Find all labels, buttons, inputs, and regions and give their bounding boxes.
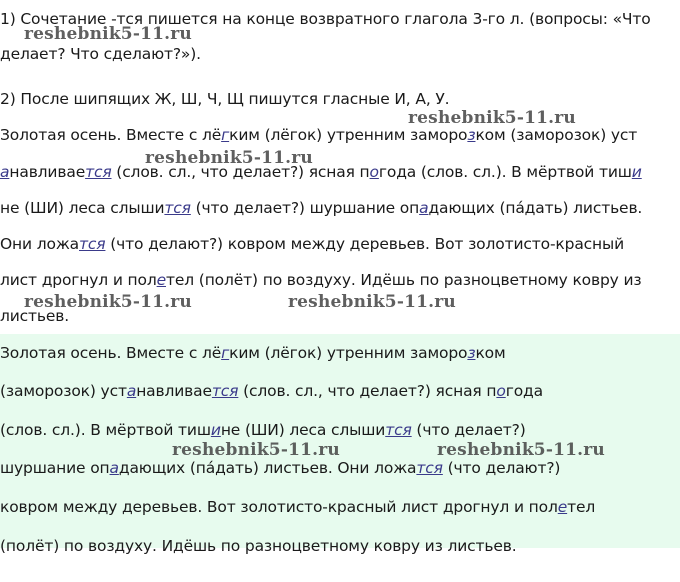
text-fragment: шуршание оп bbox=[0, 459, 110, 477]
orthogram: е bbox=[557, 498, 568, 516]
text-fragment: (что делает?) bbox=[411, 421, 526, 439]
text-fragment: ким (лёгок) утренним заморо bbox=[229, 344, 468, 362]
rule-1-line-1: 1) Сочетание -тся пишется на конце возвратного глагола 3-го л. (вопросы: «Что bbox=[0, 10, 651, 28]
text2-line-4 bbox=[0, 458, 560, 478]
orthogram: тся bbox=[211, 382, 239, 400]
text-fragment: а bbox=[69, 235, 79, 253]
text-fragment: (заморозок) уст bbox=[0, 382, 127, 400]
text-fragment: Золотая осень. Вместе с лё bbox=[0, 344, 222, 362]
orthogram: о bbox=[369, 163, 379, 181]
text2-line-3 bbox=[0, 420, 526, 440]
text-fragment: дающих (пáдать) листьев. Они лож bbox=[118, 459, 408, 477]
text-fragment: а bbox=[407, 459, 417, 477]
orthogram: а bbox=[126, 382, 137, 400]
orthogram: тся bbox=[385, 421, 412, 439]
orthogram: з bbox=[467, 126, 476, 144]
text-fragment: (что делают?) bbox=[442, 459, 561, 477]
text-fragment: Они лож bbox=[0, 235, 70, 253]
text-fragment: ком (заморозок) уст bbox=[475, 126, 638, 144]
text-fragment: ким (лёгок) утренним заморо bbox=[229, 126, 468, 144]
orthogram: г bbox=[221, 344, 230, 362]
text-fragment: года (слов. сл.). В мёртвой тиш bbox=[378, 163, 632, 181]
watermark: reshebnik5-11.ru bbox=[172, 440, 340, 460]
watermark: reshebnik5-11.ru bbox=[145, 148, 313, 168]
text1-line-6: листьев. bbox=[0, 307, 70, 325]
text-fragment: Золотая осень. Вместе с лё bbox=[0, 126, 222, 144]
text1-line-3 bbox=[0, 198, 642, 218]
text1-line-4 bbox=[0, 234, 624, 254]
orthogram: а bbox=[0, 163, 10, 181]
orthogram: е bbox=[156, 271, 166, 289]
orthogram: з bbox=[467, 344, 476, 362]
text2-line-1 bbox=[0, 343, 506, 363]
text-fragment: (что делает?) шуршание оп bbox=[190, 199, 420, 217]
text2-line-6: (полёт) по воздуху. Идёшь по разноцветному ковру из листьев. bbox=[0, 537, 517, 555]
text2-line-5 bbox=[0, 497, 595, 517]
text-fragment: тел (полёт) по воздуху. Идёшь по разноцветному ковру из bbox=[166, 271, 642, 289]
text-fragment: (слов. сл.). В мёртвой тиш bbox=[0, 421, 211, 439]
orthogram: тся bbox=[85, 163, 112, 181]
rule-2: 2) После шипящих Ж, Ш, Ч, Щ пишутся гласные И, А, У. bbox=[0, 90, 450, 108]
text1-line-2 bbox=[0, 162, 642, 182]
text-fragment: не (ШИ) леса слыши bbox=[220, 421, 386, 439]
orthogram: и bbox=[210, 421, 221, 439]
text-fragment: не (ШИ) леса слыши bbox=[0, 199, 165, 217]
text-fragment: лист дрогнул и пол bbox=[0, 271, 157, 289]
text-fragment: ковром между деревьев. Вот золотисто-красный лист дрогнул и пол bbox=[0, 498, 558, 516]
watermark: reshebnik5-11.ru bbox=[288, 292, 456, 312]
text-fragment: (слов. сл., что делает?) ясная п bbox=[111, 163, 370, 181]
text2-line-2 bbox=[0, 381, 543, 401]
text-fragment: тел bbox=[567, 498, 596, 516]
text-fragment: (что делают?) ковром между деревьев. Вот золотисто-красный bbox=[105, 235, 625, 253]
text-fragment: ком bbox=[475, 344, 506, 362]
watermark: reshebnik5-11.ru bbox=[24, 24, 192, 44]
watermark: reshebnik5-11.ru bbox=[437, 440, 605, 460]
text-fragment: навливае bbox=[136, 382, 212, 400]
text-fragment: года bbox=[505, 382, 543, 400]
text-fragment: навливае bbox=[9, 163, 86, 181]
orthogram: тся bbox=[79, 235, 106, 253]
rule-1-line-2: делает? Что сделают?»). bbox=[0, 45, 201, 63]
text-fragment: (слов. сл., что делает?) ясная п bbox=[238, 382, 497, 400]
orthogram: о bbox=[496, 382, 506, 400]
orthogram: а bbox=[419, 199, 429, 217]
text-fragment: дающих (пáдать) листьев. bbox=[428, 199, 643, 217]
orthogram: и bbox=[631, 163, 642, 181]
orthogram: г bbox=[221, 126, 230, 144]
orthogram: а bbox=[109, 459, 119, 477]
text1-line-5 bbox=[0, 270, 641, 290]
orthogram: тся bbox=[416, 459, 443, 477]
text1-line-1 bbox=[0, 125, 637, 145]
watermark: reshebnik5-11.ru bbox=[408, 108, 576, 128]
orthogram: тся bbox=[164, 199, 191, 217]
watermark: reshebnik5-11.ru bbox=[24, 292, 192, 312]
